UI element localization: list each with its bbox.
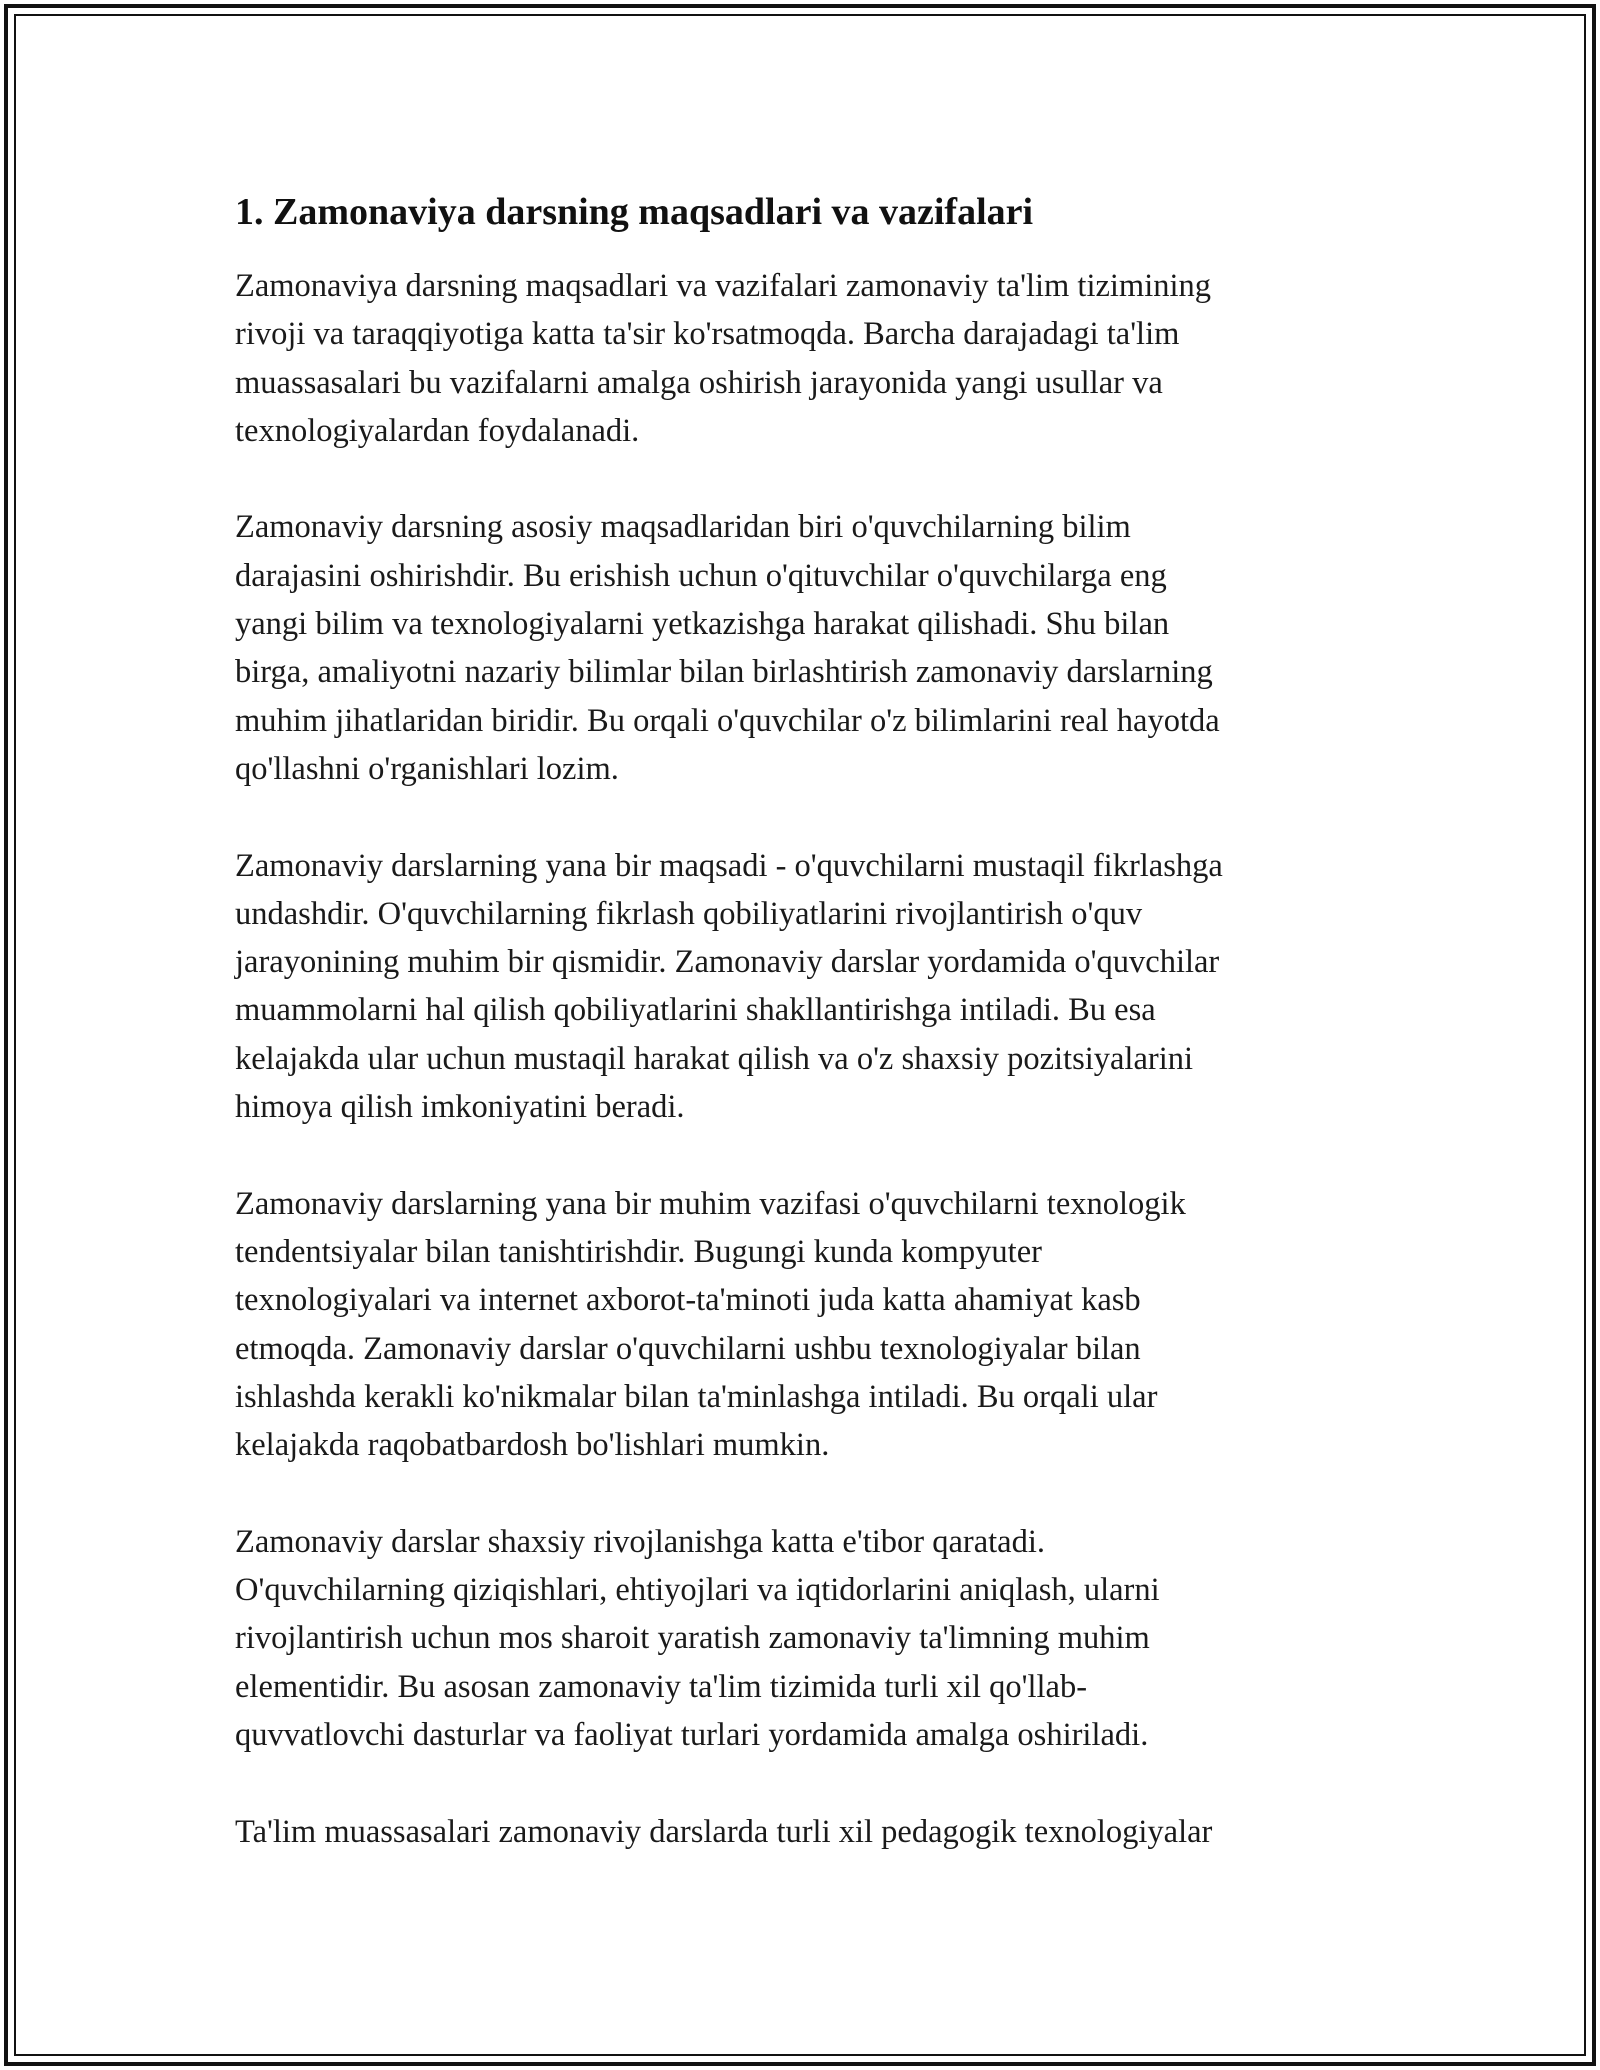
paragraph-1 [235, 262, 1375, 455]
document-page [235, 186, 1375, 1904]
text-line: etmoqda. Zamonaviy darslar o'quvchilarni ushbu texnologiyalar bilan [235, 1330, 1141, 1367]
text-line: elementidir. Bu asosan zamonaviy ta'lim tizimida turli xil qo'llab- [235, 1668, 1088, 1705]
text-line: Zamonaviy darslar shaxsiy rivojlanishga katta e'tibor qaratadi. [235, 1523, 1045, 1560]
text-line: O'quvchilarning qiziqishlari, ehtiyojlari va iqtidorlarini aniqlash, ularni [235, 1572, 1160, 1609]
text-line: undashdir. O'quvchilarning fikrlash qobiliyatlarini rivojlantirish o'quv [235, 895, 1143, 932]
text-line: tendentsiyalar bilan tanishtirishdir. Bugungi kunda kompyuter [235, 1233, 1042, 1270]
section-heading: 1. Zamonaviya darsning maqsadlari va vazifalari [235, 191, 1034, 233]
text-line: texnologiyalari va internet axborot-ta'minoti juda katta ahamiyat kasb [235, 1282, 1141, 1319]
text-line: Zamonaviy darslarning yana bir muhim vazifasi o'quvchilarni texnologik [235, 1185, 1186, 1222]
text-line: jarayonining muhim bir qismidir. Zamonaviy darslar yordamida o'quvchilar [235, 944, 1220, 981]
text-line: Zamonaviy darsning asosiy maqsadlaridan biri o'quvchilarning bilim [235, 509, 1131, 546]
text-line: muammolarni hal qilish qobiliyatlarini shakllantirishga intiladi. Bu esa [235, 992, 1156, 1029]
text-line: yangi bilim va texnologiyalarni yetkazishga harakat qilishadi. Shu bilan [235, 606, 1170, 643]
text-line: rivojlantirish uchun mos sharoit yaratish zamonaviy ta'limning muhim [235, 1620, 1150, 1657]
paragraph-4 [235, 1180, 1375, 1470]
text-line: Ta'lim muassasalari zamonaviy darslarda turli xil pedagogik texnologiyalar [235, 1813, 1213, 1850]
text-line: himoya qilish imkoniyatini beradi. [235, 1089, 685, 1126]
paragraph-6 [235, 1808, 1375, 1856]
text-line: Zamonaviya darsning maqsadlari va vazifalari zamonaviy ta'lim tizimining [235, 268, 1212, 304]
text-line: Zamonaviy darslarning yana bir maqsadi - o'quvchilarni mustaqil fikrlashga [235, 847, 1223, 884]
paragraph-2 [235, 503, 1375, 793]
text-line: ishlashda kerakli ko'nikmalar bilan ta'minlashga intiladi. Bu orqali ular [235, 1378, 1158, 1415]
paragraph-3 [235, 842, 1375, 1132]
text-line: darajasini oshirishdir. Bu erishish uchun o'qituvchilar o'quvchilarga eng [235, 557, 1167, 594]
text-line: kelajakda ular uchun mustaqil harakat qilish va o'z shaxsiy pozitsiyalarini [235, 1040, 1194, 1077]
text-line: qo'llashni o'rganishlari lozim. [235, 750, 619, 787]
text-line: kelajakda raqobatbardosh bo'lishlari mumkin. [235, 1427, 830, 1464]
text-line: muhim jihatlaridan biridir. Bu orqali o'quvchilar o'z bilimlarini real hayotda [235, 702, 1220, 739]
text-line: birga, amaliyotni nazariy bilimlar bilan birlashtirish zamonaviy darslarning [235, 654, 1213, 691]
text-line: rivoji va taraqqiyotiga katta ta'sir ko'rsatmoqda. Barcha darajadagi ta'lim [235, 316, 1180, 353]
text-line: quvvatlovchi dasturlar va faoliyat turlari yordamida amalga oshiriladi. [235, 1716, 1149, 1753]
text-line: muassasalari bu vazifalarni amalga oshirish jarayonida yangi usullar va [235, 364, 1163, 401]
text-line: texnologiyalardan foydalanadi. [235, 412, 640, 449]
paragraph-5 [235, 1518, 1375, 1759]
